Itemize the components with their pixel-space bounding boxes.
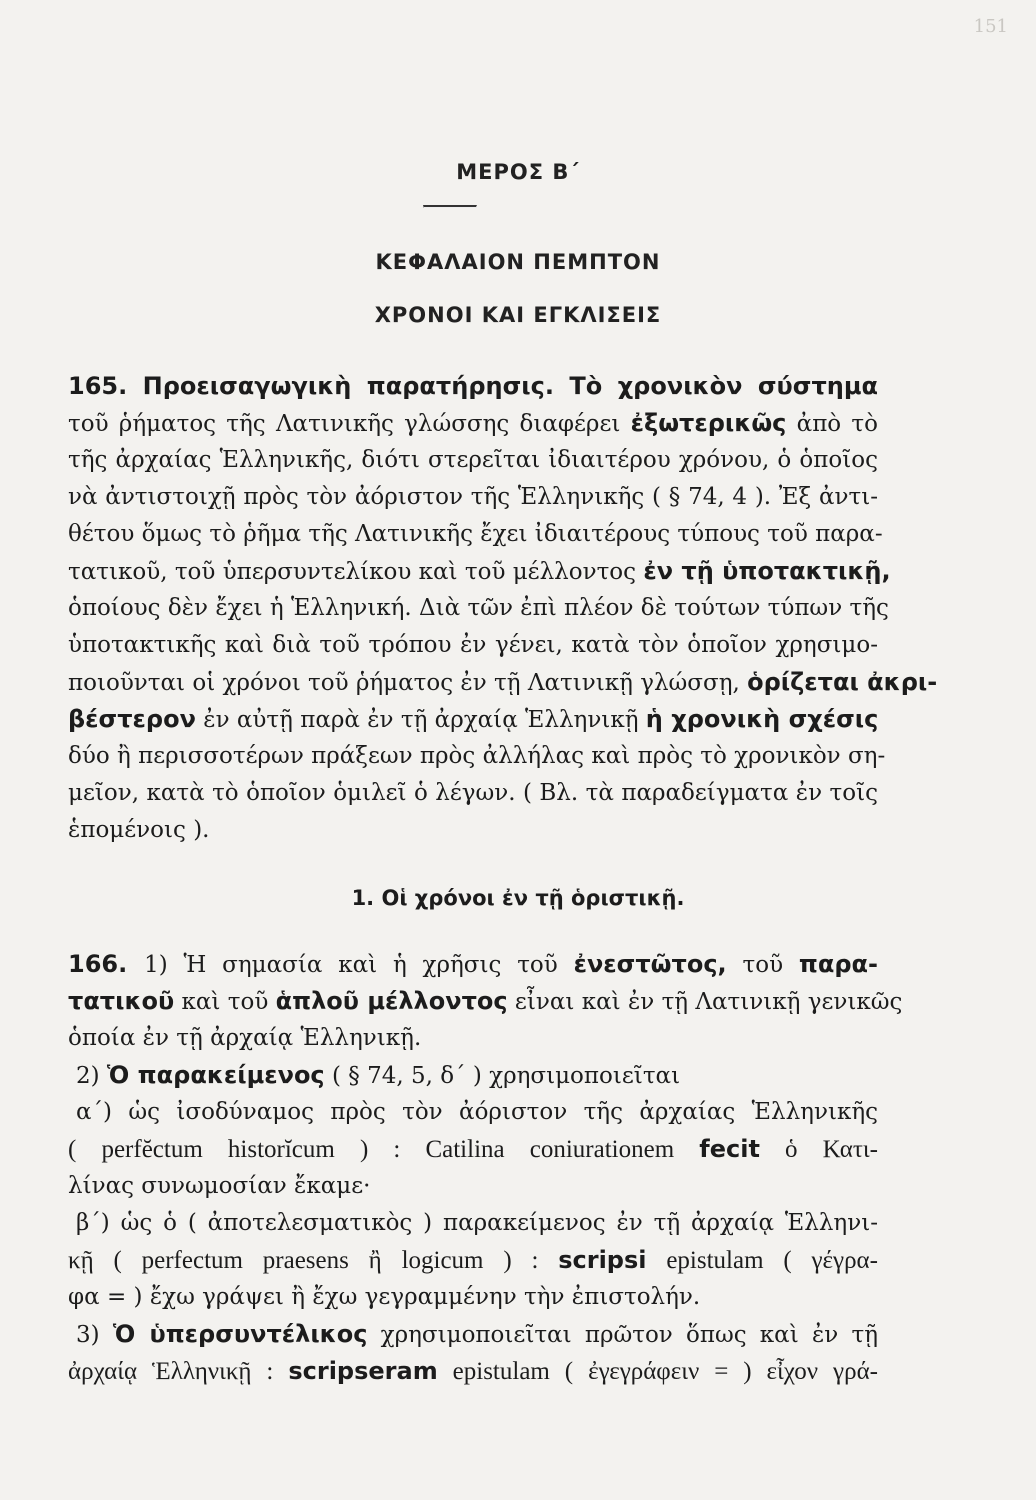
- text-line: δύο ἢ περισσοτέρων πράξεων πρὸς ἀλλήλας καὶ πρὸς τὸ χρονικὸν ση-: [68, 743, 886, 769]
- text-line: α΄) ὡς ἰσοδύναμος πρὸς τὸν ἀόριστον τῆς ἀρχαίας Ἑλληνικῆς: [76, 1099, 878, 1125]
- text-line: τοῦ ῥήματος τῆς Λατινικῆς γλώσσης διαφέρει ἐξωτερικῶς ἀπὸ τὸ: [68, 409, 878, 437]
- text-line: 2) Ὁ παρακείμενος ( § 74, 5, δ΄ ) χρησιμοποιεῖται: [76, 1061, 681, 1089]
- section-166: [68, 946, 903, 1390]
- part-heading: ΜΕΡΟΣ Β΄: [456, 160, 580, 184]
- text-line: ἀρχαίᾳ Ἑλληνικῇ : scripseram epistulam ( ἐγεγράφειν = ) εἶχον γρά-: [68, 1357, 879, 1385]
- text-line: θέτου ὅμως τὸ ῥῆμα τῆς Λατινικῆς ἔχει ἰδιαιτέρους τύπους τοῦ παρα-: [68, 521, 883, 547]
- text-line: β΄) ὡς ὁ ( ἀποτελεσματικὸς ) παρακείμενος ἐν τῇ ἀρχαίᾳ Ἑλληνι-: [76, 1210, 878, 1236]
- page-number: 151: [973, 16, 1008, 37]
- section-165-heading: 165. Προεισαγωγικὴ παρατήρησις. Τὸ χρονικὸν σύστημα: [68, 372, 878, 400]
- text-line: κῇ ( perfectum praesens ἢ logicum ) : scripsi epistulam ( γέγρα-: [68, 1246, 878, 1274]
- text-line: ὑποτακτικῆς καὶ διὰ τοῦ τρόπου ἐν γένει, κατὰ τὸν ὁποῖον χρησιμο-: [68, 632, 878, 658]
- text-line: τῆς ἀρχαίας Ἑλληνικῆς, διότι στερεῖται ἰδιαιτέρου χρόνου, ὁ ὁποῖος: [68, 447, 878, 473]
- text-line: ὁποία ἐν τῇ ἀρχαίᾳ Ἑλληνικῇ.: [68, 1025, 422, 1051]
- text-line: λίνας συνωμοσίαν ἔκαμε·: [68, 1173, 371, 1199]
- text-line: τατικοῦ καὶ τοῦ ἁπλοῦ μέλλοντος εἶναι καὶ ἐν τῇ Λατινικῇ γενικῶς: [68, 987, 903, 1015]
- text-line: 3) Ὁ ὑπερσυντέλικος χρησιμοποιεῖται πρῶτον ὅπως καὶ ἐν τῇ: [76, 1320, 878, 1348]
- chapter-title: ΧΡΟΝΟΙ ΚΑΙ ΕΓΚΛΙΣΕΙΣ: [374, 303, 662, 327]
- text-line: ποιοῦνται οἱ χρόνοι τοῦ ῥήματος ἐν τῇ Λατινικῇ γλώσσῃ, ὁρίζεται ἀκρι-: [68, 668, 938, 696]
- text-line: τατικοῦ, τοῦ ὑπερσυντελίκου καὶ τοῦ μέλλοντος ἐν τῇ ὑποτακτικῇ,: [68, 557, 891, 585]
- chapter-heading: ΚΕΦΑΛΑΙΟΝ ΠΕΜΠΤΟΝ: [375, 250, 661, 274]
- heading-divider: [423, 205, 477, 208]
- text-line: νὰ ἀντιστοιχῇ πρὸς τὸν ἀόριστον τῆς Ἑλληνικῆς ( § 74, 4 ). Ἐξ ἀντι-: [68, 484, 878, 510]
- text-line: [68, 368, 878, 405]
- text-line: βέστερον ἐν αὐτῇ παρὰ ἐν τῇ ἀρχαίᾳ Ἑλληνικῇ ἡ χρονικὴ σχέσις: [68, 705, 879, 733]
- text-line: ἑπομένοις ).: [68, 817, 210, 843]
- text-line: φα = ) ἔχω γράψει ἢ ἔχω γεγραμμένην τὴν ἐπιστολήν.: [68, 1284, 701, 1310]
- text-line: ὁποίους δὲν ἔχει ἡ Ἑλληνική. Διὰ τῶν ἐπὶ πλέον δὲ τούτων τύπων τῆς: [68, 595, 889, 621]
- text-line: μεῖον, κατὰ τὸ ὁποῖον ὁμιλεῖ ὁ λέγων. ( Βλ. τὰ παραδείγματα ἐν τοῖς: [68, 780, 878, 806]
- section-165: [68, 368, 938, 849]
- text-line: ( perfĕctum historĭcum ) : Catilina coniurationem fecit ὁ Κατι-: [68, 1135, 878, 1163]
- text-line: 166. 1) Ἡ σημασία καὶ ἡ χρῆσις τοῦ ἐνεστῶτος, τοῦ παρα-: [68, 950, 878, 978]
- subsection-heading: 1. Οἱ χρόνοι ἐν τῇ ὁριστικῇ.: [351, 886, 685, 910]
